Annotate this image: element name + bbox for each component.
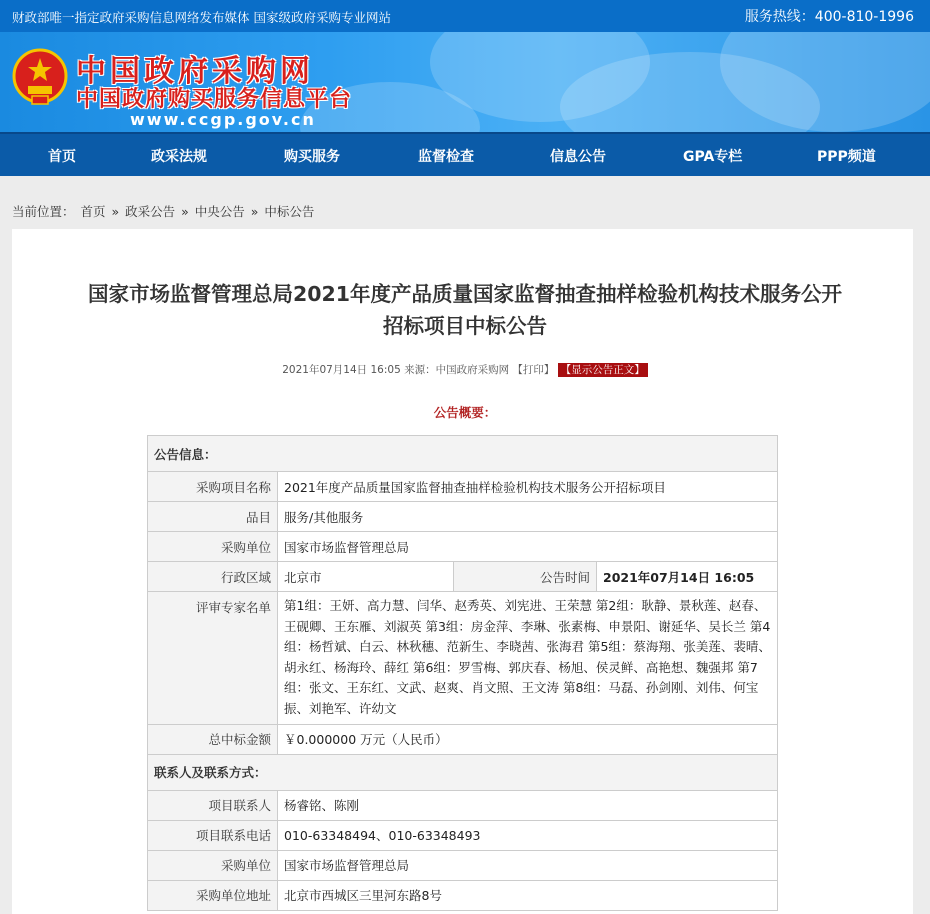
section-contacts: 联系人及联系方式： (148, 754, 778, 790)
article-meta-text: 2021年07月14日 16:05 来源：中国政府采购网 【打印】 (282, 364, 555, 376)
breadcrumb-separator: » (250, 204, 259, 219)
project-name-label: 采购项目名称 (148, 472, 278, 502)
region-value: 北京市 (278, 562, 454, 592)
announcement-info-table (147, 435, 778, 911)
section-announcement-info: 公告信息： (148, 436, 778, 472)
announce-time-value: 2021年07月14日 16:05 (597, 562, 778, 592)
nav-ppp[interactable]: PPP频道 (817, 149, 876, 165)
site-domain: www.ccgp.gov.cn (130, 110, 316, 129)
main-nav (0, 132, 930, 176)
top-bar (0, 0, 930, 32)
page-title-line1: 国家市场监督管理总局2021年度产品质量国家监督抽查抽样检验机构技术服务公开 (87, 282, 843, 306)
buyer-value: 国家市场监督管理总局 (278, 532, 778, 562)
phone-label: 项目联系电话 (148, 820, 278, 850)
address-value: 北京市西城区三里河东路8号 (278, 880, 778, 910)
category-label: 品目 (148, 502, 278, 532)
nav-home[interactable]: 首页 (48, 149, 76, 165)
breadcrumb (12, 202, 316, 220)
page-title (0, 278, 930, 342)
announce-time-label: 公告时间 (454, 562, 597, 592)
page-title-line2: 招标项目中标公告 (383, 314, 547, 338)
breadcrumb-award[interactable]: 中标公告 (264, 204, 315, 219)
site-banner (0, 32, 930, 132)
address-label: 采购单位地址 (148, 880, 278, 910)
nav-supervision[interactable]: 监督检查 (418, 149, 474, 165)
site-name: 中国政府采购网 (76, 54, 314, 89)
amount-label: 总中标金额 (148, 724, 278, 754)
buyer2-label: 采购单位 (148, 850, 278, 880)
contact-value: 杨睿铭、陈刚 (278, 790, 778, 820)
amount-value: ￥0.000000 万元（人民币） (278, 724, 778, 754)
nav-announcements[interactable]: 信息公告 (550, 149, 606, 165)
breadcrumb-separator: » (111, 204, 120, 219)
phone-value: 010-63348494、010-63348493 (278, 820, 778, 850)
buyer2-value: 国家市场监督管理总局 (278, 850, 778, 880)
nav-gpa[interactable]: GPA专栏 (683, 149, 743, 165)
summary-label: 公告概要： (433, 405, 497, 420)
region-label: 行政区域 (148, 562, 278, 592)
breadcrumb-label: 当前位置： (12, 204, 75, 219)
buyer-label: 采购单位 (148, 532, 278, 562)
experts-value: 第1组：王妍、高力慧、闫华、赵秀英、刘宪进、王荣慧 第2组：耿静、景秋莲、赵春、王砚卿、王东雁、刘淑英 第3组：房金萍、李琳、张素梅、申景阳、谢延华、吴长兰 第4组：杨哲斌、白云、林秋穗、范新生、李晓茜、张海君 第5组：蔡海翔、张美莲、裴晴、胡永红、杨海玲、薛红 第6组：罗雪梅、郭庆春、杨旭、侯灵鲜、高艳想、魏强邦 第7组：张文、王东红、文武、赵爽、肖文照、王文涛 第8组：马磊、孙剑刚、刘伟、何宝振、刘艳军、许幼文 (278, 592, 778, 725)
contact-label: 项目联系人 (148, 790, 278, 820)
show-body-button[interactable]: 【显示公告正文】 (558, 363, 648, 377)
article-meta (0, 362, 930, 377)
breadcrumb-announcements[interactable]: 政采公告 (125, 204, 176, 219)
site-subtitle: 中国政府购买服务信息平台 (76, 87, 353, 112)
breadcrumb-central[interactable]: 中央公告 (194, 204, 245, 219)
breadcrumb-home[interactable]: 首页 (80, 204, 106, 219)
project-name-value: 2021年度产品质量国家监督抽查抽样检验机构技术服务公开招标项目 (278, 472, 778, 502)
nav-purchase-services[interactable]: 购买服务 (284, 149, 340, 165)
nav-regulations[interactable]: 政采法规 (151, 149, 207, 165)
national-emblem-icon (12, 48, 68, 108)
service-hotline: 服务热线：400-810-1996 (744, 9, 914, 25)
experts-label: 评审专家名单 (148, 592, 278, 725)
category-value: 服务/其他服务 (278, 502, 778, 532)
breadcrumb-separator: » (181, 204, 189, 219)
top-bar-slogan: 财政部唯一指定政府采购信息网络发布媒体 国家级政府采购专业网站 (12, 10, 391, 25)
